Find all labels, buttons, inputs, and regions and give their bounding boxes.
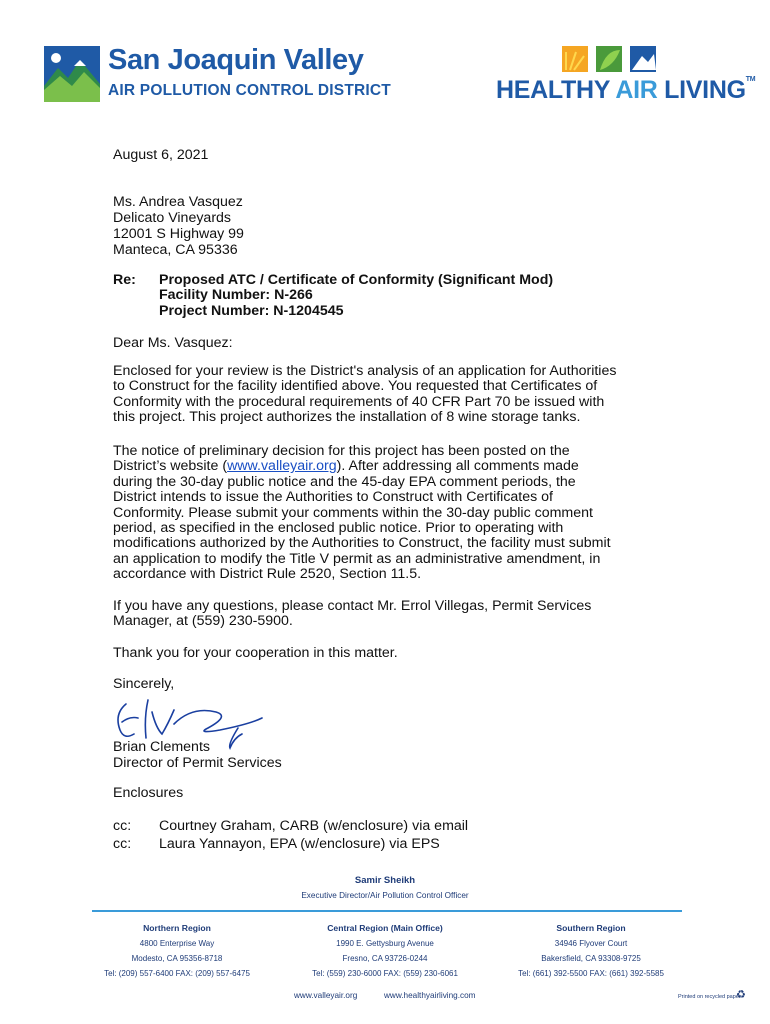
re-label: Re:	[113, 272, 136, 288]
closing: Sincerely,	[113, 676, 175, 692]
text-line: District intends to issue the Authorities to Construct with Certificates of	[113, 489, 553, 506]
healthy-air-living-wordmark	[496, 76, 755, 105]
region-city: Fresno, CA 93726-0244	[342, 954, 428, 963]
healthy-air-living-logo	[496, 44, 756, 106]
text-line: this project. This project authorizes the installation of 8 wine storage tanks.	[113, 409, 581, 426]
region-street: 1990 E. Gettysburg Avenue	[336, 939, 434, 948]
cc-label: cc:	[113, 818, 132, 834]
text-line: Manager, at (559) 230-5900.	[113, 613, 293, 630]
enclosures: Enclosures	[113, 785, 184, 801]
text-line: Conformity. Please submit your comments within the 30-day public comment	[113, 504, 593, 521]
cc-recipient: Laura Yannayon, EPA (w/enclosure) via EPS	[159, 836, 440, 852]
text-line: to Construct for the facility identified above. You requested that Certificates of	[113, 378, 598, 395]
text-line: If you have any questions, please contact Mr. Errol Villegas, Permit Services	[113, 598, 592, 614]
text-line: The notice of preliminary decision for this project has been posted on the	[113, 443, 570, 459]
paragraph-1	[113, 364, 616, 426]
salutation: Dear Ms. Vasquez:	[113, 335, 233, 351]
text-line: an application to modify the Title V permit as an administrative amendment, in	[113, 550, 601, 567]
trademark: TM	[745, 76, 756, 83]
text-line: Conformity with the procedural requirements of 40 CFR Part 70 be issued with	[113, 393, 605, 410]
footer-web-valleyair[interactable]: www.valleyair.org	[294, 991, 358, 1000]
wordmark-healthy: HEALTHY	[496, 76, 616, 104]
address-line: Delicato Vineyards	[113, 210, 232, 226]
region-city: Bakersfield, CA 93308-9725	[541, 954, 641, 963]
region-phone: Tel: (661) 392-5500 FAX: (661) 392-5585	[518, 969, 664, 978]
region-phone: Tel: (559) 230-6000 FAX: (559) 230-6061	[312, 969, 458, 978]
recycle-icon: ♻	[736, 989, 746, 1001]
region-title: Southern Region	[556, 923, 626, 933]
recycled-paper-note: Printed on recycled paper.	[678, 994, 742, 1000]
text-line: modifications authorized by the Authorities to Construct, the facility must submit	[113, 535, 611, 552]
southern-region	[506, 921, 676, 981]
wordmark-air: AIR	[615, 76, 658, 104]
paragraph-3	[113, 599, 591, 630]
recipient-address	[113, 194, 244, 258]
cc-label: cc:	[113, 836, 132, 852]
text-segment: ). After addressing all comments made	[336, 458, 579, 475]
text-segment: District’s website (	[113, 458, 228, 475]
text-line: period, as specified in the enclosed public notice. Prior to operating with	[113, 520, 564, 537]
logo-line2: AIR POLLUTION CONTROL DISTRICT	[108, 82, 391, 99]
wordmark-living: LIVING	[657, 76, 746, 104]
text-line: during the 30-day public notice and the 45-day EPA comment periods, the	[113, 473, 576, 490]
address-line: Manteca, CA 95336	[113, 242, 238, 258]
central-region	[300, 921, 470, 981]
text-line: Enclosed for your review is the District's analysis of an application for Authorities	[113, 363, 617, 379]
footer-divider	[92, 910, 682, 912]
sjvapcd-logo	[44, 44, 391, 104]
paragraph-2	[113, 444, 611, 583]
footer-web-healthyairliving[interactable]: www.healthyairliving.com	[384, 991, 476, 1000]
logo-line1: San Joaquin Valley	[108, 44, 364, 76]
officer-name: Samir Sheikh	[354, 875, 416, 886]
region-phone: Tel: (209) 557-6400 FAX: (209) 557-6475	[104, 969, 250, 978]
region-street: 34946 Flyover Court	[554, 939, 628, 948]
healthy-air-living-icons	[562, 44, 662, 74]
region-city: Modesto, CA 95356-8718	[131, 954, 223, 963]
text-line: accordance with District Rule 2520, Section 11.5.	[113, 566, 422, 583]
address-line: Ms. Andrea Vasquez	[113, 194, 243, 210]
address-line: 12001 S Highway 99	[113, 226, 244, 242]
cc-recipient: Courtney Graham, CARB (w/enclosure) via email	[159, 818, 469, 834]
region-title: Northern Region	[143, 923, 211, 933]
valley-mountain-logo-icon	[44, 46, 100, 102]
re-subject	[159, 273, 553, 319]
thanks-line: Thank you for your cooperation in this matter.	[113, 645, 398, 661]
re-line: Proposed ATC / Certificate of Conformity (Significant Mod)	[159, 272, 554, 288]
signer-name: Brian Clements	[113, 739, 210, 755]
northern-region	[92, 921, 262, 981]
text-line	[113, 459, 611, 474]
region-title: Central Region (Main Office)	[327, 923, 443, 933]
letter-date: August 6, 2021	[113, 147, 209, 163]
signer-block	[113, 739, 282, 771]
signer-title: Director of Permit Services	[113, 755, 282, 771]
officer-title: Executive Director/Air Pollution Control Officer	[301, 891, 469, 900]
re-line: Project Number: N-1204545	[159, 302, 344, 319]
valleyair-link[interactable]: www.valleyair.org	[227, 458, 337, 475]
re-line: Facility Number: N-266	[159, 287, 313, 304]
region-street: 4800 Enterprise Way	[139, 939, 215, 948]
